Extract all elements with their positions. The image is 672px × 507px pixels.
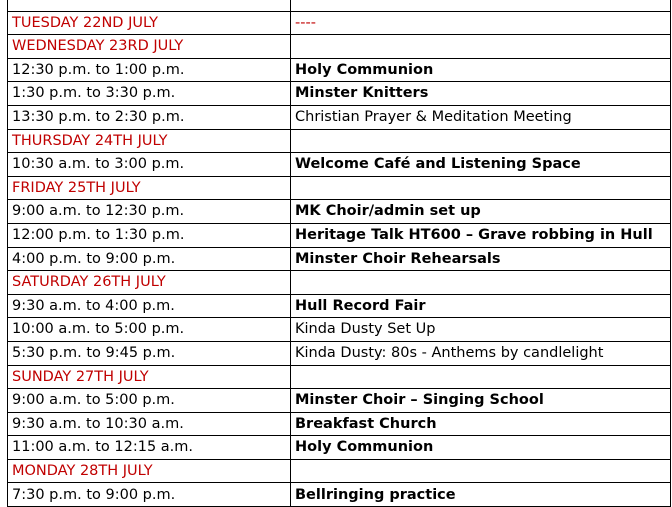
time-cell: 4:00 p.m. to 9:00 p.m. [8, 247, 291, 271]
day-header-row [8, 365, 671, 389]
event-row [8, 412, 671, 436]
time-cell: 10:30 a.m. to 3:00 p.m. [8, 153, 291, 177]
event-row [8, 436, 671, 460]
event-row [8, 294, 671, 318]
day-note [291, 365, 671, 389]
time-cell: 1:30 p.m. to 3:30 p.m. [8, 82, 291, 106]
schedule-body [8, 0, 671, 507]
time-cell: 9:30 a.m. to 10:30 a.m. [8, 412, 291, 436]
time-cell [8, 0, 291, 11]
event-row [8, 389, 671, 413]
event-row [8, 483, 671, 507]
day-note [291, 459, 671, 483]
day-note: ---- [291, 11, 671, 35]
event-cell: Hull Record Fair [291, 294, 671, 318]
day-header-row [8, 176, 671, 200]
event-cell: Minster Choir – Singing School [291, 389, 671, 413]
event-cell: Heritage Talk HT600 – Grave robbing in Hull [291, 223, 671, 247]
day-note [291, 129, 671, 153]
day-label: FRIDAY 25TH JULY [8, 176, 291, 200]
schedule-table [7, 0, 671, 507]
day-label: MONDAY 28TH JULY [8, 459, 291, 483]
day-note [291, 35, 671, 59]
event-cell: Breakfast Church [291, 412, 671, 436]
event-row [8, 153, 671, 177]
day-label: SATURDAY 26TH JULY [8, 271, 291, 295]
time-cell: 12:30 p.m. to 1:00 p.m. [8, 58, 291, 82]
day-label: SUNDAY 27TH JULY [8, 365, 291, 389]
day-header-row [8, 129, 671, 153]
day-header-row [8, 11, 671, 35]
event-cell: Holy Communion [291, 58, 671, 82]
time-cell: 10:00 a.m. to 5:00 p.m. [8, 318, 291, 342]
event-row [8, 341, 671, 365]
event-cell: Kinda Dusty: 80s - Anthems by candlelight [291, 341, 671, 365]
day-label: THURSDAY 24TH JULY [8, 129, 291, 153]
event-cell: Kinda Dusty Set Up [291, 318, 671, 342]
event-row [8, 58, 671, 82]
time-cell: 7:30 p.m. to 9:00 p.m. [8, 483, 291, 507]
day-label: WEDNESDAY 23RD JULY [8, 35, 291, 59]
event-cell: Minster Knitters [291, 82, 671, 106]
day-header-row [8, 271, 671, 295]
time-cell: 9:00 a.m. to 5:00 p.m. [8, 389, 291, 413]
time-cell: 12:00 p.m. to 1:30 p.m. [8, 223, 291, 247]
time-cell: 9:00 a.m. to 12:30 p.m. [8, 200, 291, 224]
event-cell: Bellringing practice [291, 483, 671, 507]
event-row [8, 105, 671, 129]
day-header-row [8, 35, 671, 59]
event-row [8, 200, 671, 224]
event-cell: Christian Prayer & Meditation Meeting [291, 105, 671, 129]
event-row [8, 0, 671, 11]
day-label: TUESDAY 22ND JULY [8, 11, 291, 35]
time-cell: 9:30 a.m. to 4:00 p.m. [8, 294, 291, 318]
day-note [291, 176, 671, 200]
event-row [8, 318, 671, 342]
event-cell: MK Choir/admin set up [291, 200, 671, 224]
day-note [291, 271, 671, 295]
event-cell [291, 0, 671, 11]
event-row [8, 223, 671, 247]
day-header-row [8, 459, 671, 483]
event-cell: Welcome Café and Listening Space [291, 153, 671, 177]
event-row [8, 82, 671, 106]
time-cell: 5:30 p.m. to 9:45 p.m. [8, 341, 291, 365]
event-row [8, 247, 671, 271]
time-cell: 13:30 p.m. to 2:30 p.m. [8, 105, 291, 129]
event-cell: Minster Choir Rehearsals [291, 247, 671, 271]
time-cell: 11:00 a.m. to 12:15 a.m. [8, 436, 291, 460]
event-cell: Holy Communion [291, 436, 671, 460]
